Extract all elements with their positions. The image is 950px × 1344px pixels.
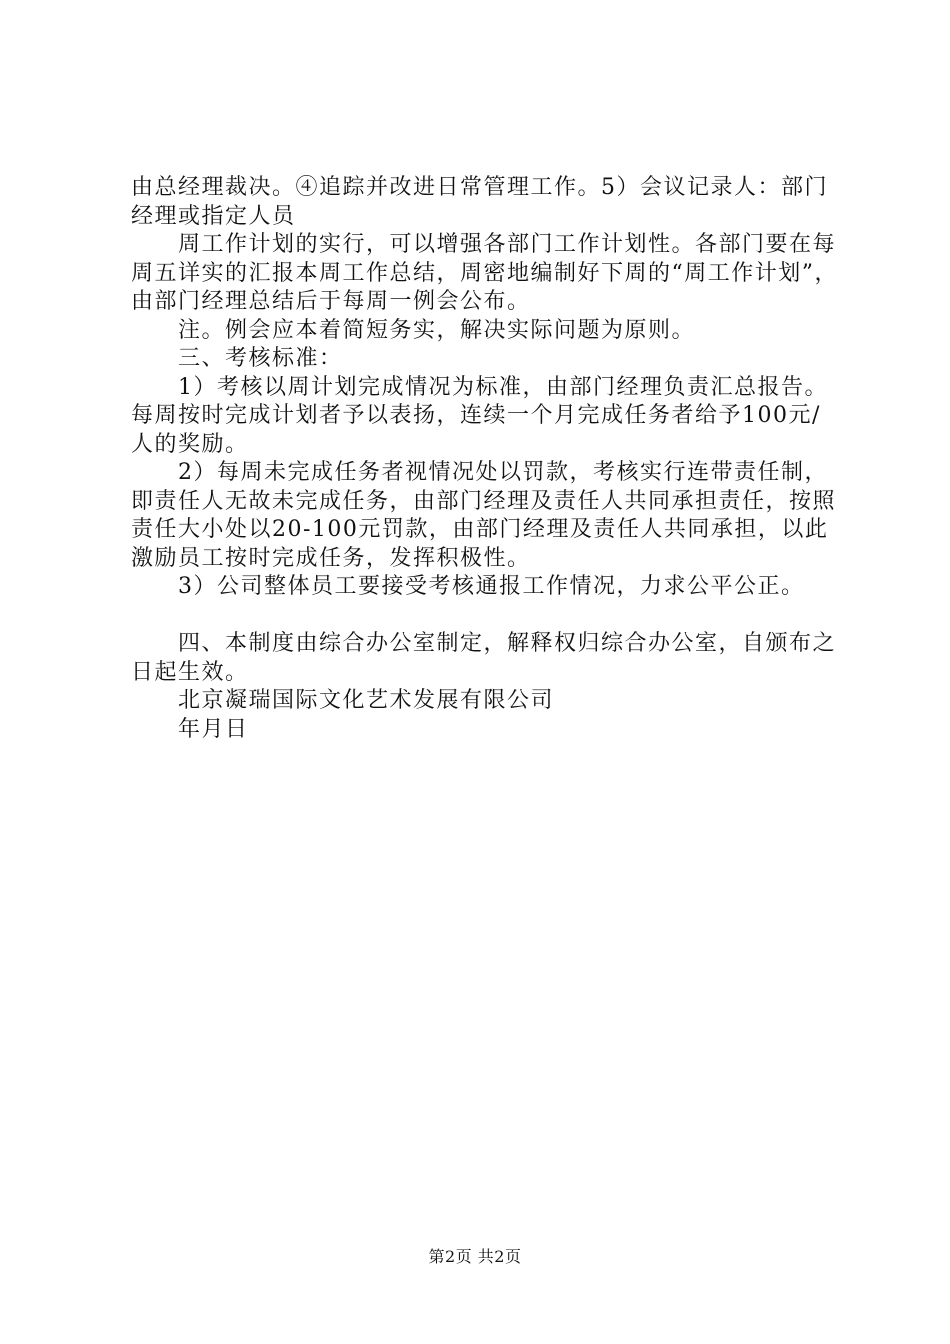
document-body [131,174,841,744]
paragraph-assessment-1: 1）考核以周计划完成情况为标准，由部门经理负责汇总报告。每周按时完成计划者予以表扬，连续一个月完成任务者给予100元/人的奖励。 [131,374,828,457]
paragraph-section-four: 四、本制度由综合办公室制定，解释权归综合办公室，自颁布之日起生效。 [131,631,837,685]
paragraph-spacer [131,602,841,631]
section-heading-assessment: 三、考核标准： [178,346,343,371]
paragraph-assessment-2: 2）每周未完成任务者视情况处以罚款，考核实行连带责任制，即责任人无故未完成任务，由部门经理及责任人共同承担责任，按照责任大小处以20-100元罚款，由部门经理及责任人共同承担，以此激励员工按时完成任务，发挥积极性。 [131,460,837,571]
paragraph-note: 注。例会应本着简短务实，解决实际问题为原则。 [178,317,696,343]
paragraph-meeting-recorder: 由总经理裁决。④追踪并改进日常管理工作。5）会议记录人：部门经理或指定人员 [131,175,828,229]
date-line: 年月日 [178,716,249,742]
page-number: 第2页 共2页 [428,1247,522,1266]
paragraph-assessment-3: 3）公司整体员工要接受考核通报工作情况，力求公平公正。 [178,574,805,599]
paragraph-weekly-plan: 周工作计划的实行，可以增强各部门工作计划性。各部门要在每周五详实的汇报本周工作总结，周密地编制好下周的“周工作计划”，由部门经理总结后于每周一例会公布。 [131,232,838,314]
company-name: 北京凝瑞国际文化艺术发展有限公司 [178,688,555,713]
